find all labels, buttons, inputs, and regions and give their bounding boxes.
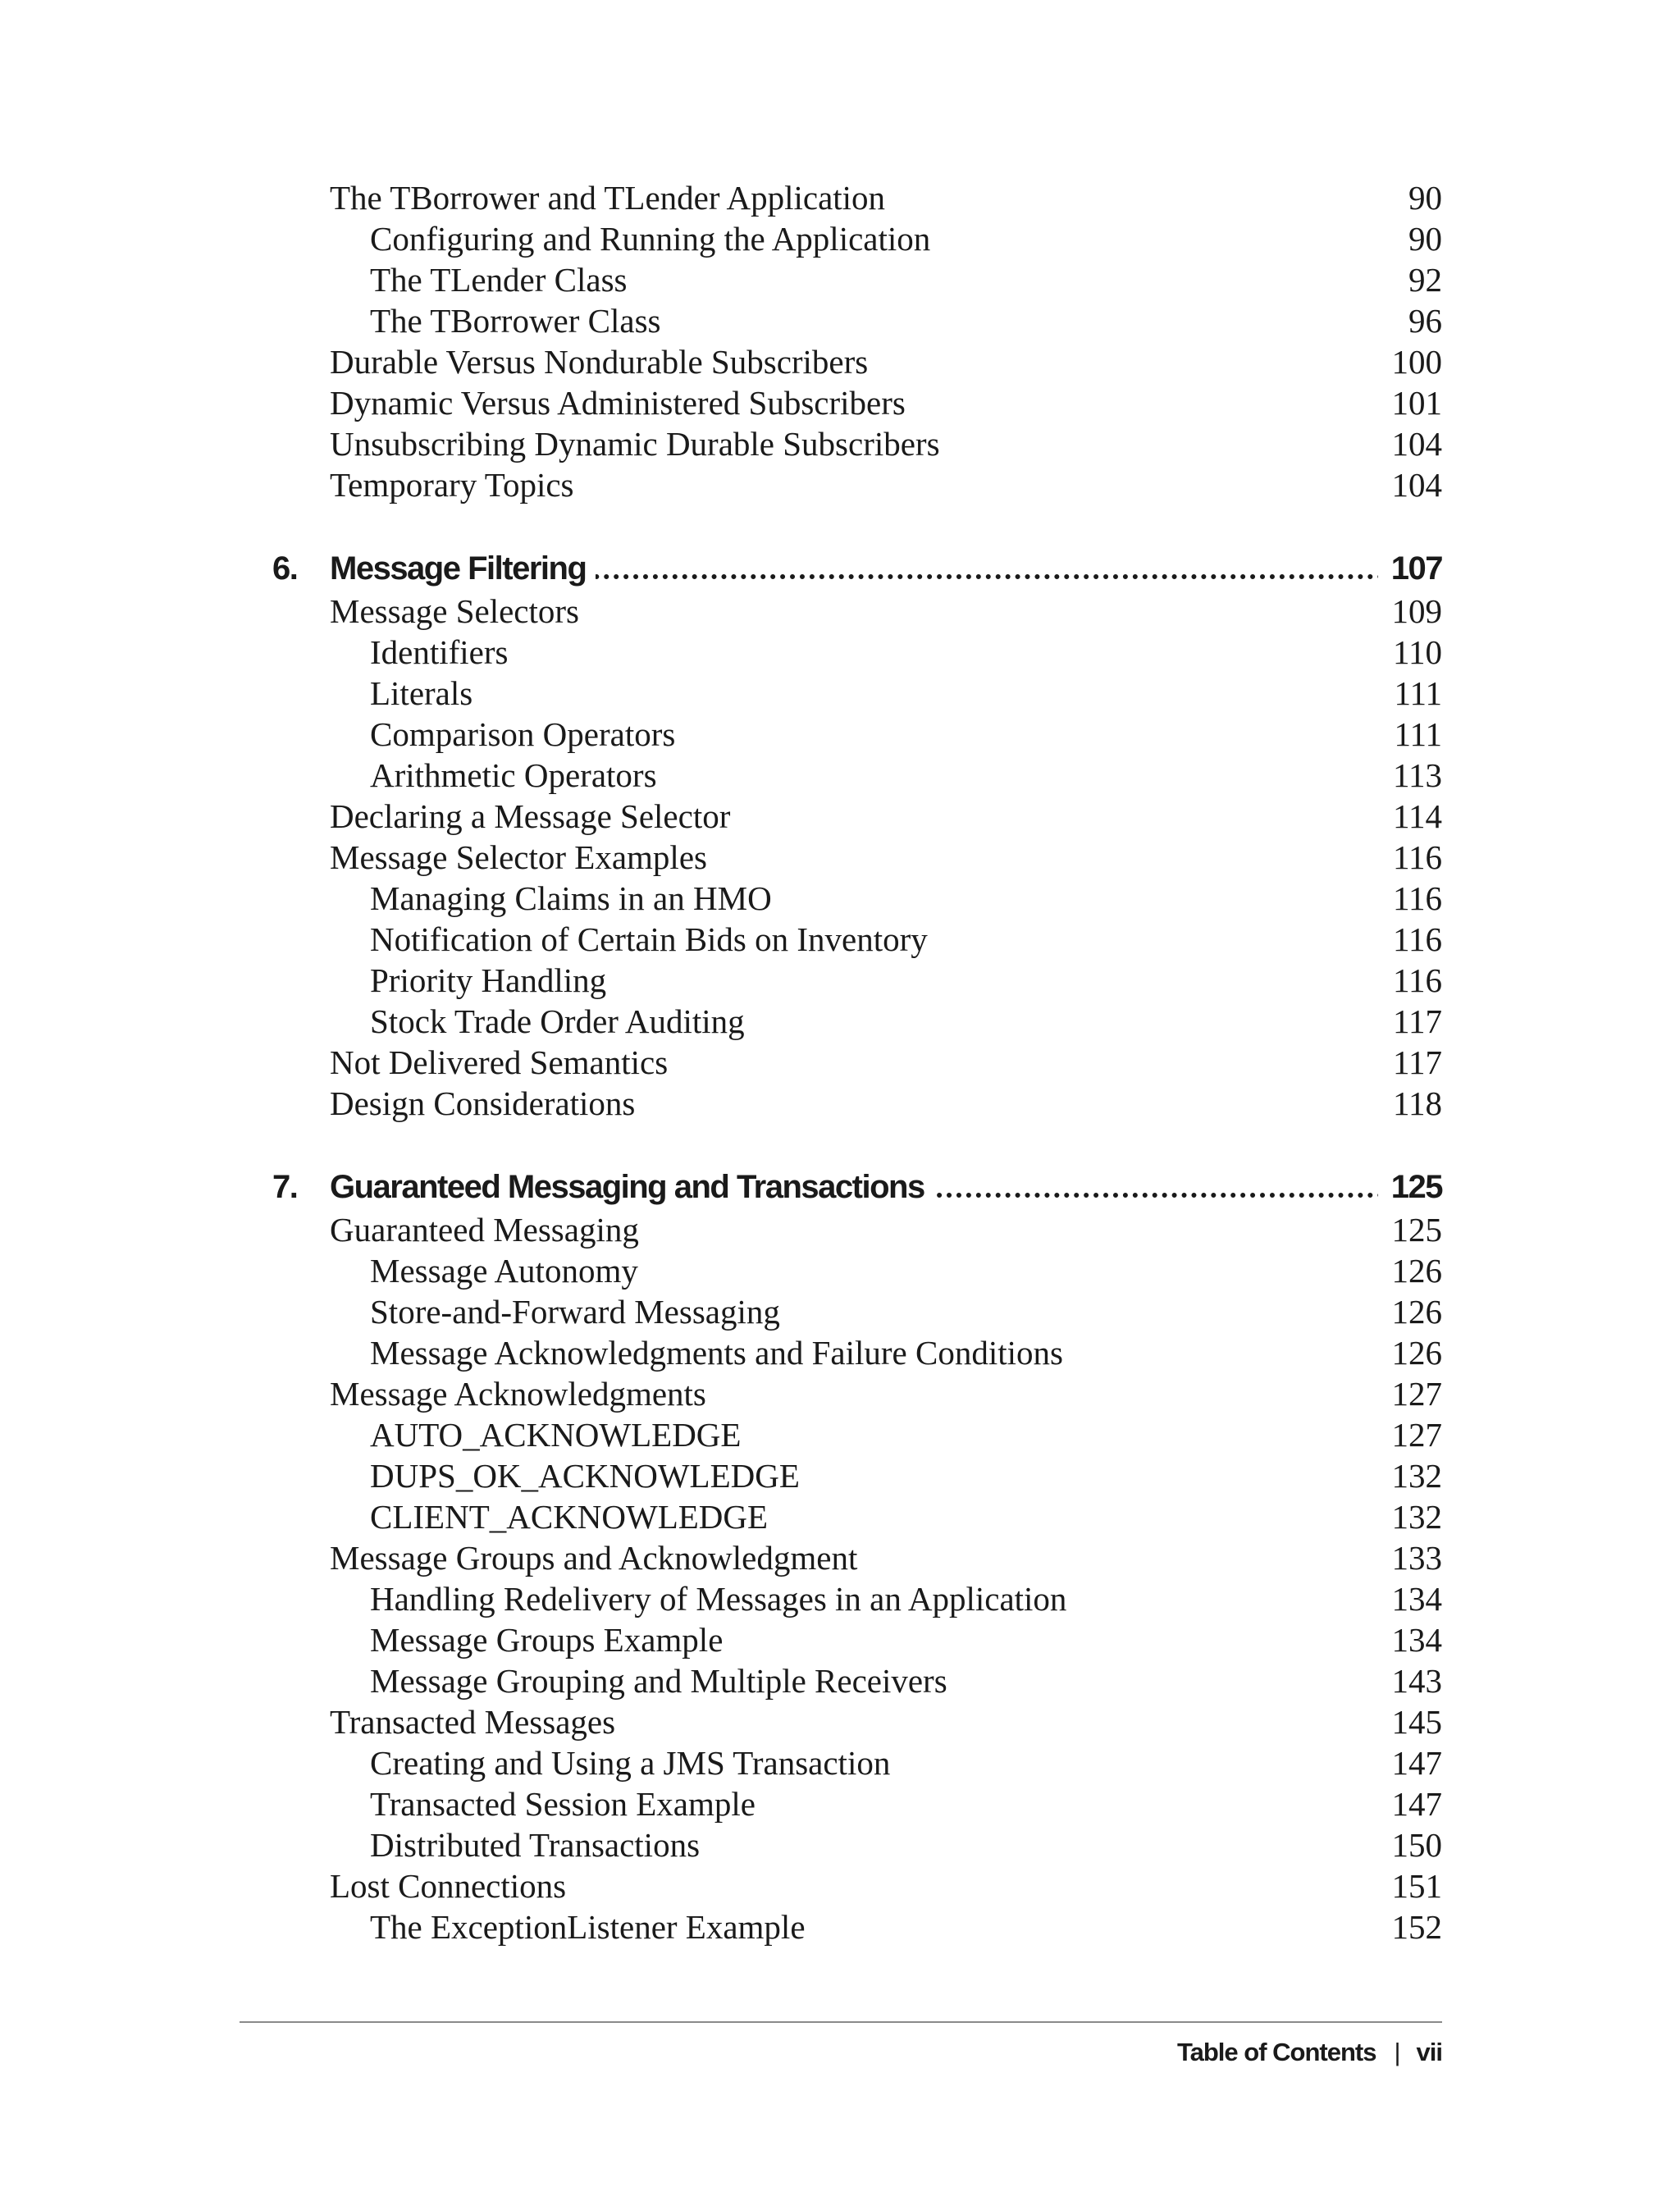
toc-entry[interactable]	[272, 177, 1442, 218]
toc-entry-page: 90	[1408, 179, 1442, 217]
toc-entry-title: Distributed Transactions	[370, 1826, 701, 1864]
toc-entry[interactable]	[272, 300, 1442, 341]
toc-entry[interactable]	[272, 1619, 1442, 1660]
toc-entry[interactable]	[272, 1537, 1442, 1578]
toc-entry-page: 101	[1391, 384, 1442, 422]
chapter-number: 6.	[272, 550, 298, 587]
toc-entry-title: Lost Connections	[330, 1867, 567, 1905]
footer-rule	[240, 2021, 1442, 2023]
toc-entry-page: 125	[1391, 1211, 1442, 1249]
toc-entry-title: Priority Handling	[370, 961, 607, 999]
toc-entry-page: 117	[1393, 1043, 1442, 1081]
toc-entry[interactable]	[272, 1824, 1442, 1865]
toc-entry-page: 132	[1391, 1457, 1442, 1495]
chapter-page: 125	[1378, 1165, 1442, 1209]
table-of-contents	[272, 177, 1442, 1947]
toc-entry-title: Store-and-Forward Messaging	[370, 1293, 780, 1331]
toc-entry[interactable]	[272, 341, 1442, 382]
toc-entry[interactable]	[272, 1209, 1442, 1250]
toc-entry-page: 104	[1391, 466, 1442, 504]
toc-entry-page: 109	[1391, 592, 1442, 630]
toc-entry[interactable]	[272, 1373, 1442, 1414]
toc-entry-title: CLIENT_ACKNOWLEDGE	[370, 1498, 769, 1536]
toc-entry-page: 152	[1391, 1908, 1442, 1946]
chapters	[272, 546, 1442, 1947]
toc-entry-title: The TLender Class	[370, 261, 628, 299]
toc-entry-page: 117	[1393, 1002, 1442, 1040]
toc-entry[interactable]	[272, 919, 1442, 960]
footer-page-number: vii	[1416, 2038, 1442, 2066]
toc-entry-page: 132	[1391, 1498, 1442, 1536]
toc-entry-page: 118	[1393, 1084, 1442, 1122]
toc-entry-page: 150	[1391, 1826, 1442, 1864]
toc-entry-title: Unsubscribing Dynamic Durable Subscribers	[330, 425, 940, 463]
toc-entry-title: Transacted Messages	[330, 1703, 616, 1741]
toc-entry-page: 92	[1408, 261, 1442, 299]
toc-entry-page: 147	[1391, 1785, 1442, 1823]
toc-entry-title: Stock Trade Order Auditing	[370, 1002, 745, 1040]
toc-entry-page: 126	[1391, 1252, 1442, 1290]
toc-entry[interactable]	[272, 423, 1442, 464]
toc-entry-page: 133	[1391, 1539, 1442, 1577]
toc-entry-page: 143	[1391, 1662, 1442, 1700]
chapter-heading[interactable]	[272, 1165, 1442, 1209]
toc-entry-page: 145	[1391, 1703, 1442, 1741]
toc-entry-title: Temporary Topics	[330, 466, 574, 504]
toc-entry-title: Message Acknowledgments and Failure Conditions	[370, 1334, 1063, 1372]
toc-entry-page: 100	[1391, 343, 1442, 381]
toc-entry-page: 114	[1393, 797, 1442, 835]
toc-entry[interactable]	[272, 1414, 1442, 1455]
toc-entry[interactable]	[272, 755, 1442, 796]
toc-entry[interactable]	[272, 1742, 1442, 1783]
toc-entry-page: 147	[1391, 1744, 1442, 1782]
footer-label: Table of Contents	[1176, 2038, 1376, 2066]
toc-entry-title: Message Selectors	[330, 592, 579, 630]
toc-entry-page: 151	[1391, 1867, 1442, 1905]
toc-entry-title: Notification of Certain Bids on Inventory	[370, 920, 928, 958]
chapter-number: 7.	[272, 1169, 298, 1205]
toc-entry[interactable]	[272, 1042, 1442, 1083]
toc-entry-page: 134	[1391, 1621, 1442, 1659]
toc-entry-title: Handling Redelivery of Messages in an Application	[370, 1580, 1067, 1618]
toc-entry-title: Message Groups and Acknowledgment	[330, 1539, 858, 1577]
toc-entry[interactable]	[272, 673, 1442, 714]
toc-entry-title: Message Acknowledgments	[330, 1375, 706, 1413]
preamble-entries	[272, 177, 1442, 505]
toc-entry[interactable]	[272, 1906, 1442, 1947]
chapter-title: Message Filtering	[330, 546, 596, 591]
toc-entry-title: Arithmetic Operators	[370, 756, 657, 794]
toc-entry-page: 113	[1393, 756, 1442, 794]
toc-entry[interactable]	[272, 796, 1442, 837]
toc-entry[interactable]	[272, 1783, 1442, 1824]
toc-entry[interactable]	[272, 464, 1442, 505]
toc-entry-title: Declaring a Message Selector	[330, 797, 731, 835]
toc-entry-title: The TBorrower Class	[370, 302, 661, 340]
toc-entry-page: 127	[1391, 1416, 1442, 1454]
toc-entry[interactable]	[272, 632, 1442, 673]
chapter-page: 107	[1378, 546, 1442, 591]
toc-entry-page: 110	[1393, 633, 1442, 671]
toc-entry-page: 116	[1393, 920, 1442, 958]
toc-entry-title: Message Selector Examples	[330, 838, 707, 876]
toc-entry[interactable]	[272, 1250, 1442, 1291]
toc-entry[interactable]	[272, 837, 1442, 878]
toc-entry[interactable]	[272, 878, 1442, 919]
toc-entry-page: 134	[1391, 1580, 1442, 1618]
toc-entry-title: Guaranteed Messaging	[330, 1211, 639, 1249]
toc-entry-page: 116	[1393, 961, 1442, 999]
toc-entry[interactable]	[272, 218, 1442, 259]
chapter-title: Guaranteed Messaging and Transactions	[330, 1165, 934, 1209]
toc-entry[interactable]	[272, 1291, 1442, 1332]
toc-entry-page: 126	[1391, 1293, 1442, 1331]
chapter-heading[interactable]	[272, 546, 1442, 591]
toc-entry-title: Identifiers	[370, 633, 509, 671]
toc-entry-page: 116	[1393, 879, 1442, 917]
toc-entry-title: The TBorrower and TLender Application	[330, 179, 886, 217]
toc-entry-title: The ExceptionListener Example	[370, 1908, 806, 1946]
toc-entry-title: Literals	[370, 674, 473, 712]
footer-separator: |	[1394, 2038, 1400, 2066]
toc-entry[interactable]	[272, 1865, 1442, 1906]
toc-entry-title: Managing Claims in an HMO	[370, 879, 772, 917]
toc-entry-title: Dynamic Versus Administered Subscribers	[330, 384, 906, 422]
toc-entry-page: 111	[1394, 715, 1442, 753]
toc-entry-title: Durable Versus Nondurable Subscribers	[330, 343, 869, 381]
toc-entry[interactable]	[272, 1001, 1442, 1042]
toc-entry-title: Message Groups Example	[370, 1621, 724, 1659]
toc-entry-page: 111	[1394, 674, 1442, 712]
toc-entry[interactable]	[272, 259, 1442, 300]
toc-entry-title: DUPS_OK_ACKNOWLEDGE	[370, 1457, 800, 1495]
toc-entry-title: Comparison Operators	[370, 715, 676, 753]
toc-entry[interactable]	[272, 1660, 1442, 1701]
toc-entry[interactable]	[272, 382, 1442, 423]
toc-entry-title: AUTO_ACKNOWLEDGE	[370, 1416, 742, 1454]
toc-entry[interactable]	[272, 1578, 1442, 1619]
toc-entry-page: 90	[1408, 220, 1442, 258]
toc-entry-title: Design Considerations	[330, 1084, 636, 1122]
toc-entry[interactable]	[272, 1455, 1442, 1496]
toc-entry-title: Message Autonomy	[370, 1252, 638, 1290]
toc-entry-title: Configuring and Running the Application	[370, 220, 931, 258]
toc-entry-page: 126	[1391, 1334, 1442, 1372]
toc-entry[interactable]	[272, 714, 1442, 755]
toc-entry-title: Not Delivered Semantics	[330, 1043, 669, 1081]
toc-entry-page: 127	[1391, 1375, 1442, 1413]
toc-entry-page: 104	[1391, 425, 1442, 463]
page-footer	[1177, 2034, 1442, 2070]
toc-entry-title: Creating and Using a JMS Transaction	[370, 1744, 891, 1782]
toc-entry[interactable]	[272, 1496, 1442, 1537]
toc-entry-title: Message Grouping and Multiple Receivers	[370, 1662, 947, 1700]
toc-entry[interactable]	[272, 1083, 1442, 1124]
toc-entry-page: 96	[1408, 302, 1442, 340]
toc-entry[interactable]	[272, 1701, 1442, 1742]
toc-entry-title: Transacted Session Example	[370, 1785, 756, 1823]
toc-entry-page: 116	[1393, 838, 1442, 876]
toc-entry[interactable]	[272, 591, 1442, 632]
toc-entry[interactable]	[272, 960, 1442, 1001]
toc-entry[interactable]	[272, 1332, 1442, 1373]
